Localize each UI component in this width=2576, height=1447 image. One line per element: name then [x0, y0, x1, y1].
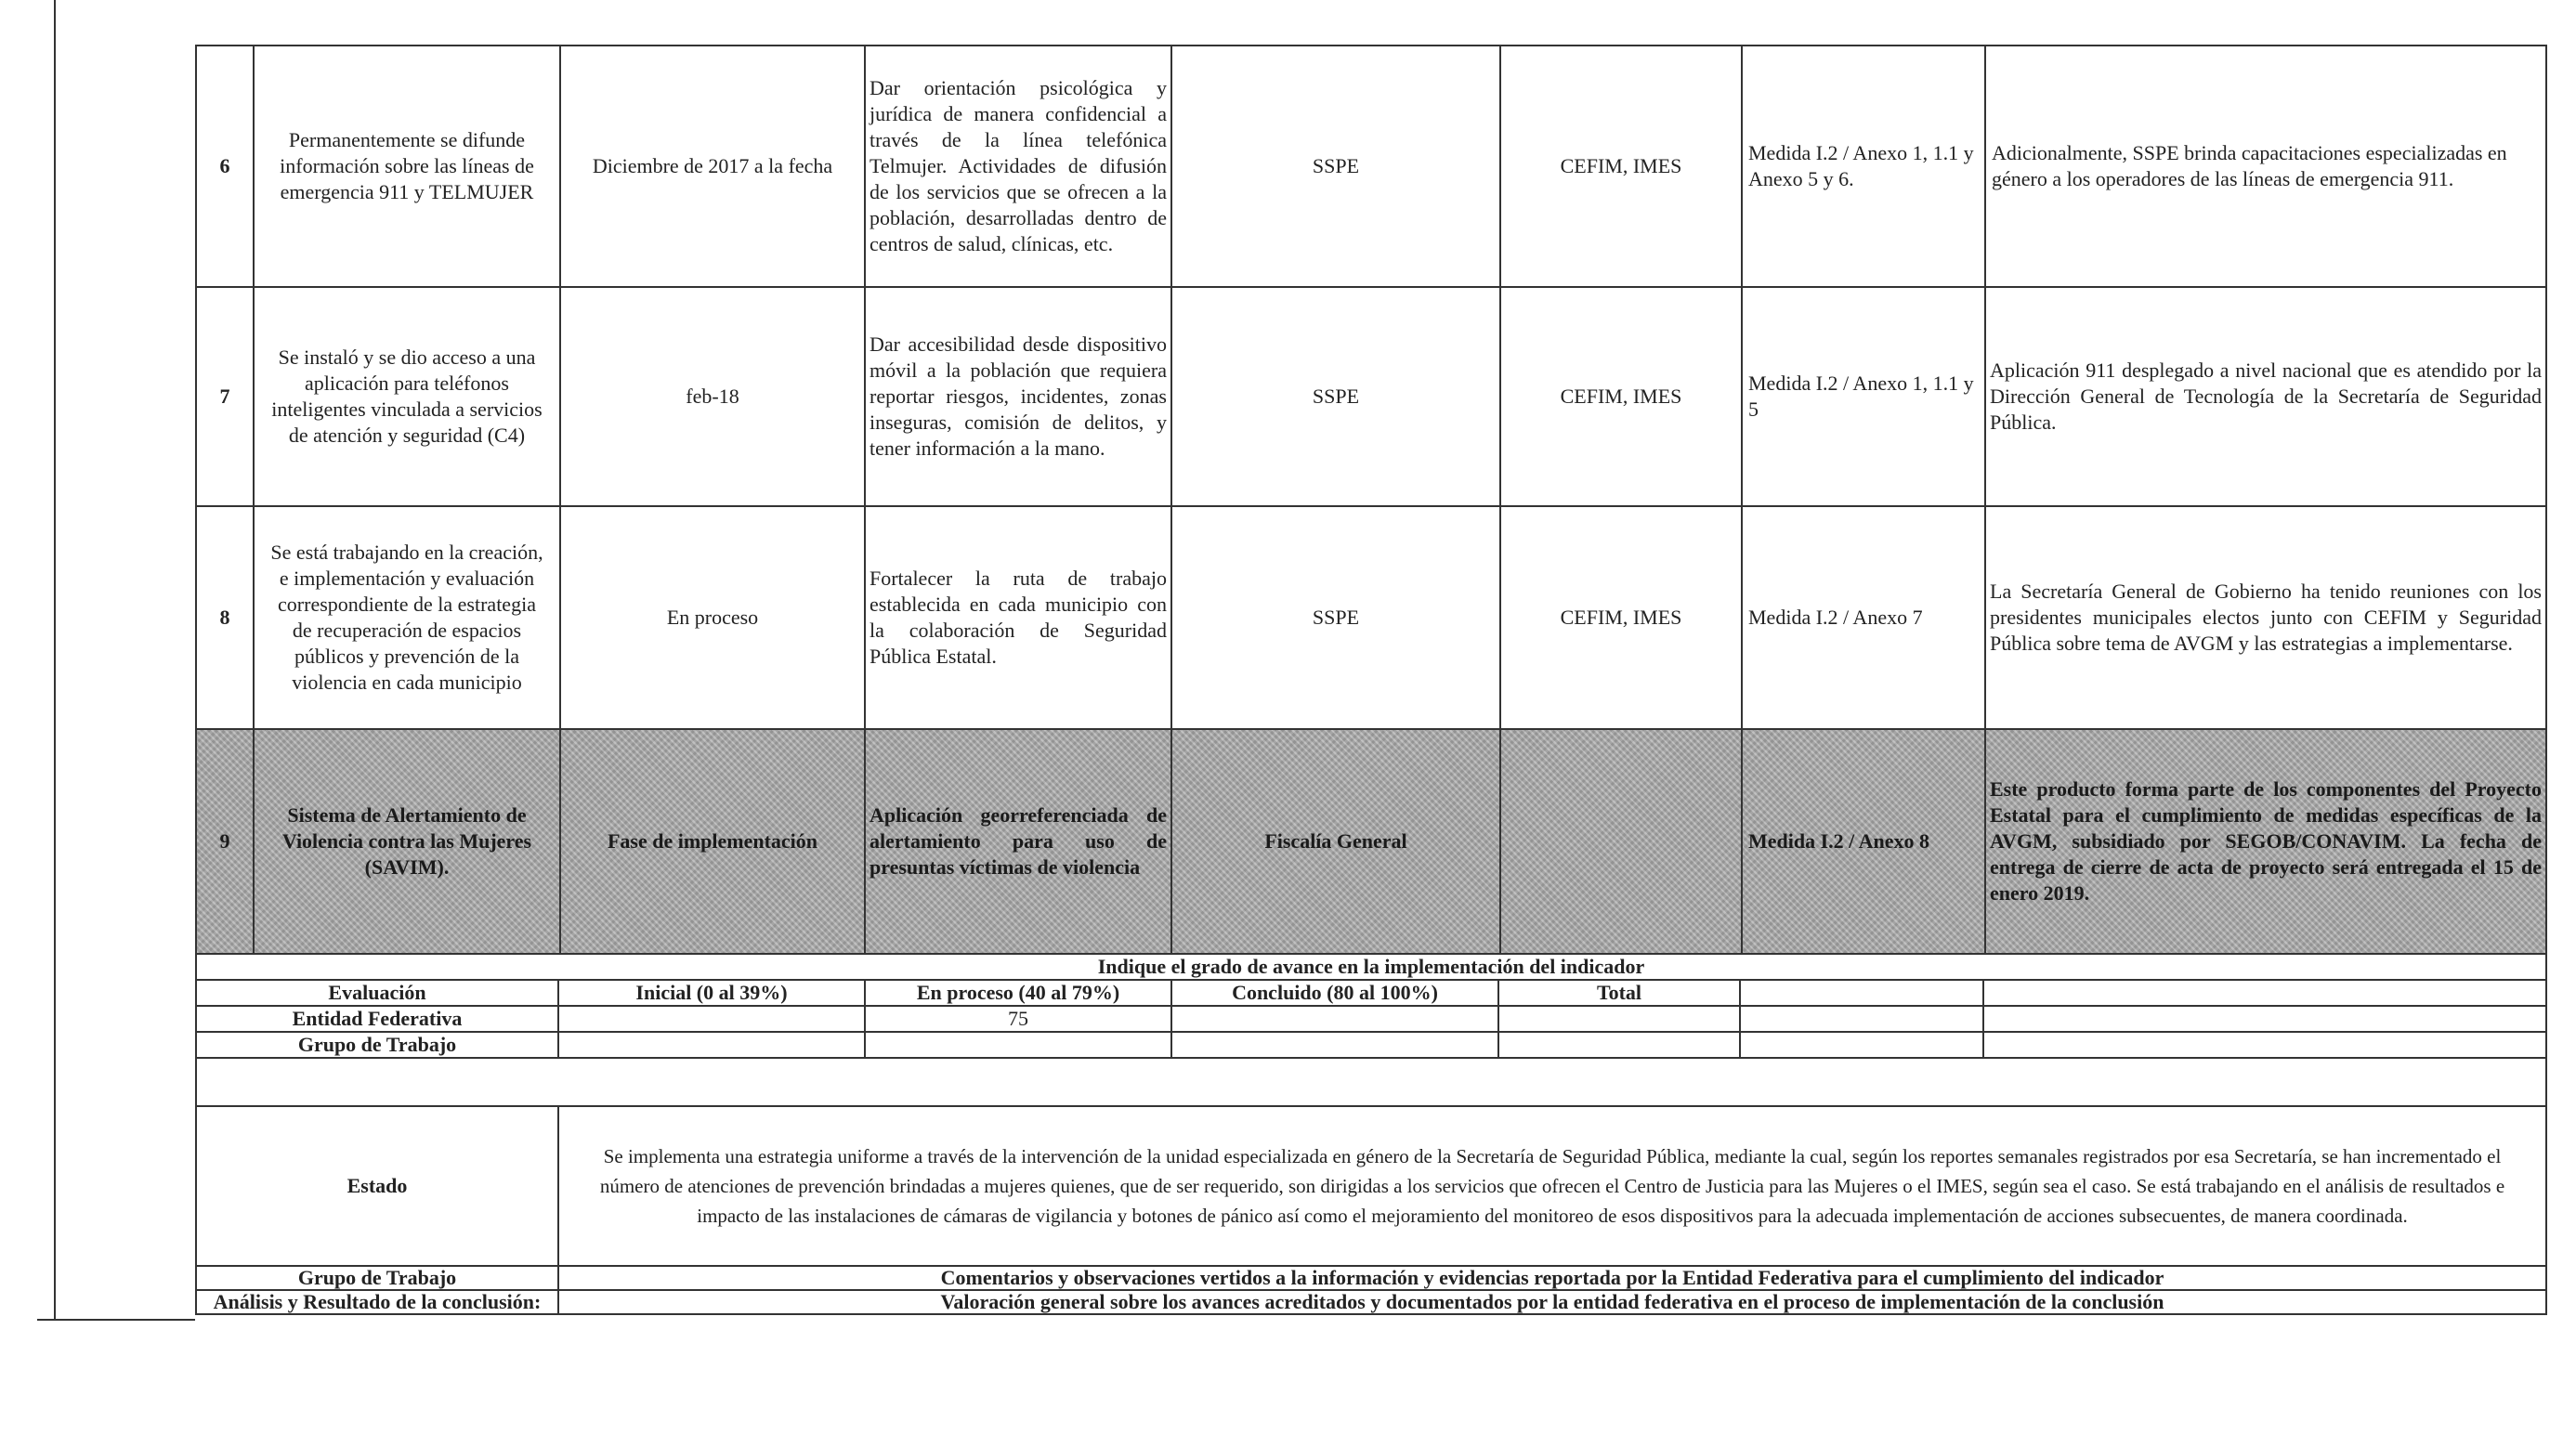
estado-label: Estado: [196, 1106, 558, 1266]
observations-cell: Este producto forma parte de los componentes del Proyecto Estatal para el cumplimiento de medidas específicas de la AVGM, subsidiado por SEGOB/CONAVIM. La fecha de entrega de cierre de acta de proyecto será entregada el 15 de enero 2019.: [1985, 729, 2546, 954]
page-bottom-rule: [37, 1319, 195, 1321]
date-cell: Diciembre de 2017 a la fecha: [560, 46, 865, 287]
action-cell: Se instaló y se dio acceso a una aplicación para teléfonos inteligentes vinculada a servicios de atención y seguridad (C4): [254, 287, 560, 506]
date-cell: Fase de implementación: [560, 729, 865, 954]
footer-grupo-label: Grupo de Trabajo: [196, 1266, 558, 1290]
objective-cell: Fortalecer la ruta de trabajo establecida en cada municipio con la colaboración de Seguridad Pública Estatal.: [865, 506, 1171, 729]
objective-cell: Dar orientación psicológica y jurídica de manera confidencial a través de la línea telefónica Telmujer. Actividades de difusión de los servicios que se ofrecen a la población, desarrolladas dentro de centros de salud, clínicas, etc.: [865, 46, 1171, 287]
empty-cell: [1983, 1006, 2546, 1032]
action-cell: Se está trabajando en la creación, e implementación y evaluación correspondiente de la estrategia de recuperación de espacios públicos y prevención de la violencia en cada municipio: [254, 506, 560, 729]
objective-cell: Dar accesibilidad desde dispositivo móvil a la población que requiera reportar riesgos, incidentes, zonas inseguras, comisión de delitos, y tener información a la mano.: [865, 287, 1171, 506]
responsible-cell: SSPE: [1171, 287, 1500, 506]
row-number: 6: [196, 46, 254, 287]
table-row: [196, 46, 2546, 287]
empty-cell: [1983, 980, 2546, 1006]
measure-cell: Medida I.2 / Anexo 7: [1742, 506, 1985, 729]
footer-analisis-label: Análisis y Resultado de la conclusión:: [196, 1290, 558, 1314]
empty-cell: [1740, 980, 1983, 1006]
header-concluido: Concluido (80 al 100%): [1171, 980, 1498, 1006]
date-cell: feb-18: [560, 287, 865, 506]
empty-cell: [865, 1032, 1171, 1058]
action-cell: Sistema de Alertamiento de Violencia contra las Mujeres (SAVIM).: [254, 729, 560, 954]
objective-cell: Aplicación georreferenciada de alertamiento para uso de presuntas víctimas de violencia: [865, 729, 1171, 954]
header-evaluacion: Evaluación: [196, 980, 558, 1006]
page-left-rule: [54, 0, 56, 1321]
measure-cell: Medida I.2 / Anexo 1, 1.1 y 5: [1742, 287, 1985, 506]
table-row: [196, 287, 2546, 506]
empty-cell: [1171, 1006, 1498, 1032]
empty-cell: [1983, 1032, 2546, 1058]
date-cell: En proceso: [560, 506, 865, 729]
row-number: 9: [196, 729, 254, 954]
empty-cell: [1740, 1032, 1983, 1058]
empty-cell: [1171, 1032, 1498, 1058]
empty-cell: [558, 1006, 865, 1032]
observations-cell: La Secretaría General de Gobierno ha tenido reuniones con los presidentes municipales electos junto con CEFIM y Seguridad Pública sobre tema de AVGM y las estrategias a implementarse.: [1985, 506, 2546, 729]
support-cell: CEFIM, IMES: [1500, 506, 1742, 729]
action-cell: Permanentemente se difunde información sobre las líneas de emergencia 911 y TELMUJER: [254, 46, 560, 287]
support-cell: CEFIM, IMES: [1500, 287, 1742, 506]
row-number: 7: [196, 287, 254, 506]
estado-text: Se implementa una estrategia uniforme a través de la intervención de la unidad especializada en género de la Secretaría de Seguridad Pública, mediante la cual, según los reportes semanales registrados por esa Secretaría, se han incrementado el número de atenciones de prevención brindadas a mujeres quienes, que de ser requerido, son dirigidas a los servicios que ofrecen el Centro de Justicia para las Mujeres o el IMES, según sea el caso. Se está trabajando en el análisis de resultados e impacto de las instalaciones de cámaras de vigilancia y botones de pánico así como el mejoramiento del monitoreo de esos dispositivos para la adecuada implementación de acciones subsecuentes, de manera coordinada.: [558, 1106, 2546, 1266]
header-total: Total: [1498, 980, 1740, 1006]
header-en-proceso: En proceso (40 al 79%): [865, 980, 1171, 1006]
footer-analisis-text: Valoración general sobre los avances acreditados y documentados por la entidad federativa en el proceso de implementación de la conclusión: [558, 1290, 2546, 1314]
table-row-highlighted: [196, 729, 2546, 954]
progress-heading: Indique el grado de avance en la implementación del indicador: [196, 954, 2546, 980]
support-cell: [1500, 729, 1742, 954]
measure-cell: Medida I.2 / Anexo 1, 1.1 y Anexo 5 y 6.: [1742, 46, 1985, 287]
empty-cell: [1740, 1006, 1983, 1032]
actions-table: [195, 45, 2547, 955]
observations-cell: Adicionalmente, SSPE brinda capacitaciones especializadas en género a los operadores de las líneas de emergencia 911.: [1985, 46, 2546, 287]
responsible-cell: SSPE: [1171, 506, 1500, 729]
empty-cell: [558, 1032, 865, 1058]
support-cell: CEFIM, IMES: [1500, 46, 1742, 287]
measure-cell: Medida I.2 / Anexo 8: [1742, 729, 1985, 954]
responsible-cell: SSPE: [1171, 46, 1500, 287]
observations-cell: Aplicación 911 desplegado a nivel nacional que es atendido por la Dirección General de Tecnología de la Secretaría de Seguridad Pública.: [1985, 287, 2546, 506]
empty-cell: [1498, 1006, 1740, 1032]
entidad-label: Entidad Federativa: [196, 1006, 558, 1032]
row-number: 8: [196, 506, 254, 729]
progress-table: [195, 953, 2547, 1315]
table-row: [196, 506, 2546, 729]
spacer-row: [196, 1058, 2546, 1106]
grupo-label: Grupo de Trabajo: [196, 1032, 558, 1058]
entidad-en-proceso-value: 75: [865, 1006, 1171, 1032]
empty-cell: [1498, 1032, 1740, 1058]
header-inicial: Inicial (0 al 39%): [558, 980, 865, 1006]
footer-grupo-text: Comentarios y observaciones vertidos a la información y evidencias reportada por la Entidad Federativa para el cumplimiento del indicador: [558, 1266, 2546, 1290]
responsible-cell: Fiscalía General: [1171, 729, 1500, 954]
